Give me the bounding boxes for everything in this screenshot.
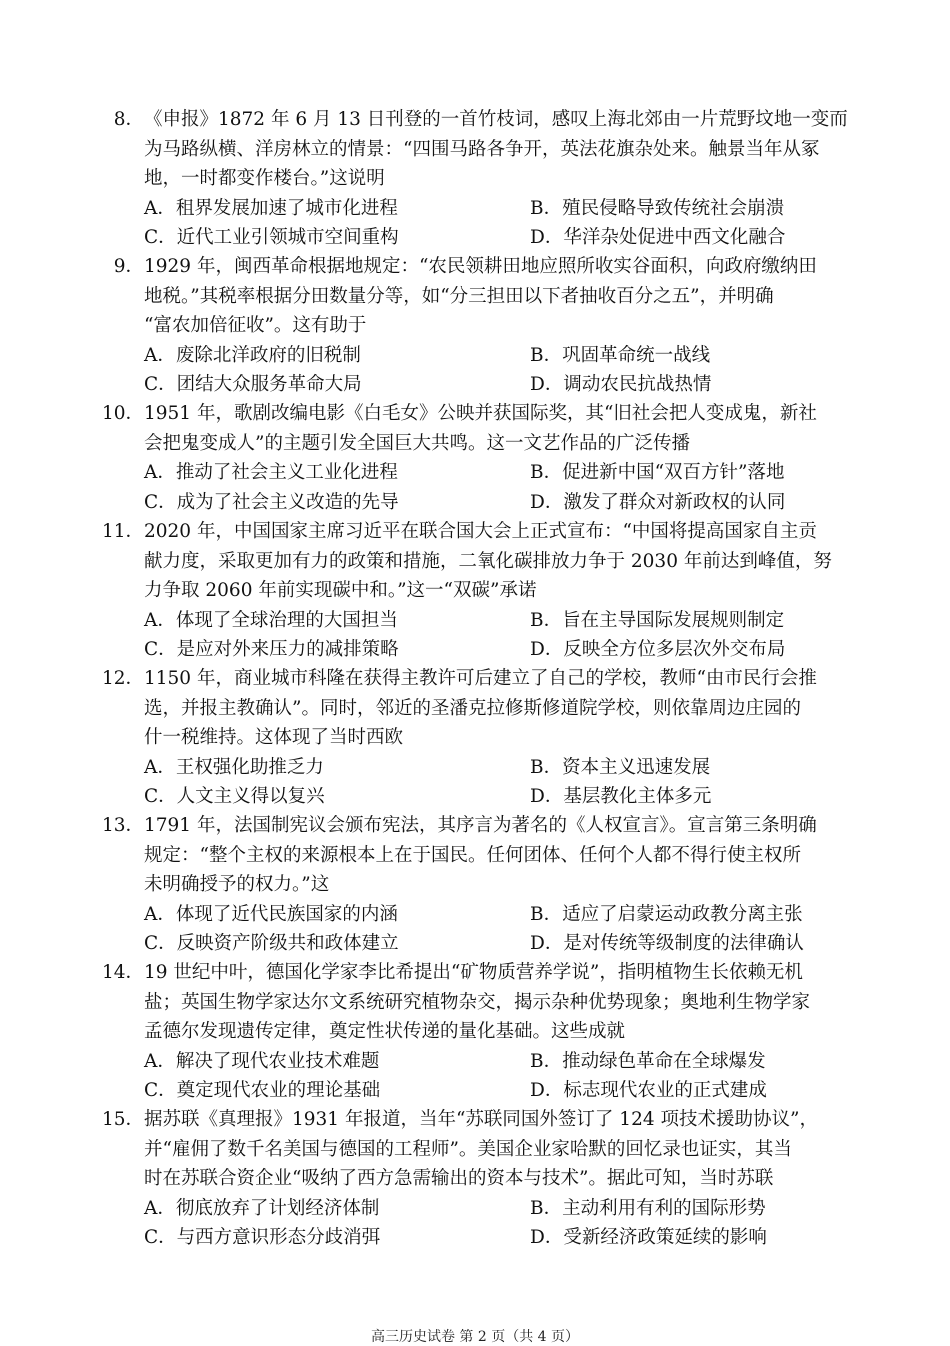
option-c: C．团结大众服务革命大局 <box>144 374 362 395</box>
option-a: A．租界发展加速了城市化进程 <box>144 197 398 219</box>
question-stem-line: 《申报》1872 年 6 月 13 日刊登的一首竹枝词，感叹上海北郊由一片荒野坟地一变而 <box>144 109 848 130</box>
question-15 <box>100 1105 860 1253</box>
option-c: C．奠定现代农业的理论基础 <box>144 1080 381 1101</box>
option-b: B．巩固革命统一战线 <box>530 344 711 366</box>
question-stem-line: 1951 年，歌剧改编电影《白毛女》公映并获国际奖，其“旧社会把人变成鬼，新社 <box>144 403 817 424</box>
question-number: 12． <box>101 668 144 689</box>
question-stem-line: 力争取 2060 年前实现碳中和。”这一“双碳”承诺 <box>144 580 537 601</box>
question-stem-line: 2020 年，中国国家主席习近平在联合国大会上正式宣布：“中国将提高国家自主贡 <box>144 521 817 542</box>
option-d: D．华洋杂处促进中西文化融合 <box>530 227 786 248</box>
question-stem-line: 1929 年，闽西革命根据地规定：“农民领耕田地应照所收实谷面积，向政府缴纳田 <box>144 256 817 277</box>
question-stem-line: 为马路纵横、洋房林立的情景：“四围马路各争开，英法花旗杂处来。触景当年从冢 <box>144 138 820 160</box>
option-a: A．推动了社会主义工业化进程 <box>144 462 398 483</box>
question-stem-line: 并“雇佣了数千名美国与德国的工程师”。美国企业家哈默的回忆录也证实，其当 <box>144 1138 792 1160</box>
question-stem-line: 未明确授予的权力。”这 <box>144 874 330 895</box>
question-13 <box>100 811 860 959</box>
question-stem-line: “富农加倍征收”。这有助于 <box>144 315 367 336</box>
question-number: 14． <box>101 962 144 983</box>
question-stem-line: 1791 年，法国制宪议会颁布宪法，其序言为著名的《人权宣言》。宣言第三条明确 <box>144 815 817 836</box>
option-d: D．激发了群众对新政权的认同 <box>530 491 786 513</box>
question-stem-line: 规定：“整个主权的来源根本上在于国民。任何团体、任何个人都不得行使主权所 <box>144 844 801 866</box>
question-stem-line: 时在苏联合资企业“吸纳了西方急需输出的资本与技术”。据此可知，当时苏联 <box>144 1168 774 1189</box>
option-d: D．受新经济政策延续的影响 <box>530 1227 767 1248</box>
question-stem-line: 据苏联《真理报》1931 年报道，当年“苏联同国外签订了 124 项技术援助协议”， <box>144 1109 818 1130</box>
question-8 <box>100 105 860 253</box>
question-number: 8． <box>113 109 144 130</box>
question-stem-line: 19 世纪中叶，德国化学家李比希提出“矿物质营养学说”，指明植物生长依赖无机 <box>144 962 803 983</box>
option-b: B．促进新中国“双百方针”落地 <box>530 462 785 483</box>
question-11 <box>100 517 860 665</box>
question-number: 9． <box>113 256 144 277</box>
option-c: C．是应对外来压力的减排策略 <box>144 639 399 660</box>
option-b: B．推动绿色革命在全球爆发 <box>530 1050 766 1072</box>
question-stem-line: 地税。”其税率根据分田数量分等，如“分三担田以下者抽收百分之五”，并明确 <box>144 285 774 307</box>
question-stem-line: 孟德尔发现遗传定律，奠定性状传递的量化基础。这些成就 <box>144 1021 626 1042</box>
question-number: 11． <box>101 521 144 542</box>
question-12 <box>100 664 860 812</box>
option-c: C．成为了社会主义改造的先导 <box>144 491 399 513</box>
option-a: A．体现了全球治理的大国担当 <box>144 609 398 631</box>
option-c: C．人文主义得以复兴 <box>144 786 325 807</box>
option-d: D．调动农民抗战热情 <box>530 374 712 395</box>
option-a: A．彻底放弃了计划经济体制 <box>144 1197 380 1219</box>
option-c: C．与西方意识形态分歧消弭 <box>144 1227 381 1248</box>
question-stem-line: 献力度，采取更加有力的政策和措施，二氧化碳排放力争于 2030 年前达到峰值，努 <box>144 550 832 572</box>
option-b: B．适应了启蒙运动政教分离主张 <box>530 903 803 925</box>
question-stem-line: 什一税维持。这体现了当时西欧 <box>144 727 404 748</box>
question-9 <box>100 252 860 400</box>
question-number: 10． <box>101 403 144 424</box>
option-d: D．是对传统等级制度的法律确认 <box>530 933 804 954</box>
option-b: B．主动利用有利的国际形势 <box>530 1197 766 1219</box>
option-a: A．解决了现代农业技术难题 <box>144 1050 380 1072</box>
option-a: A．体现了近代民族国家的内涵 <box>144 903 398 925</box>
question-stem-line: 盐；英国生物学家达尔文系统研究植物杂交，揭示杂种优势现象；奥地利生物学家 <box>144 991 811 1013</box>
option-b: B．资本主义迅速发展 <box>530 756 711 778</box>
question-10 <box>100 399 860 517</box>
question-number: 13． <box>101 815 144 836</box>
option-d: D．标志现代农业的正式建成 <box>530 1080 767 1101</box>
option-a: A．王权强化助推乏力 <box>144 756 324 778</box>
option-c: C．近代工业引领城市空间重构 <box>144 227 399 248</box>
question-stem-line: 会把鬼变成人”的主题引发全国巨大共鸣。这一文艺作品的广泛传播 <box>144 432 690 454</box>
option-d: D．反映全方位多层次外交布局 <box>530 639 786 660</box>
option-c: C．反映资产阶级共和政体建立 <box>144 933 399 954</box>
option-d: D．基层教化主体多元 <box>530 786 712 807</box>
question-stem-line: 地，一时都变作楼台。”这说明 <box>144 168 385 189</box>
option-b: B．殖民侵略导致传统社会崩溃 <box>530 197 785 219</box>
page-footer: 高三历史试卷 第 2 页（共 4 页） <box>370 1329 580 1345</box>
question-number: 15． <box>101 1109 144 1130</box>
option-b: B．旨在主导国际发展规则制定 <box>530 609 785 631</box>
question-stem-line: 选，并报主教确认”。同时，邻近的圣潘克拉修斯修道院学校，则依靠周边庄园的 <box>144 697 801 719</box>
question-stem-line: 1150 年，商业城市科隆在获得主教许可后建立了自己的学校，教师“由市民行会推 <box>144 668 817 689</box>
question-14 <box>100 958 860 1106</box>
option-a: A．废除北洋政府的旧税制 <box>144 344 361 366</box>
